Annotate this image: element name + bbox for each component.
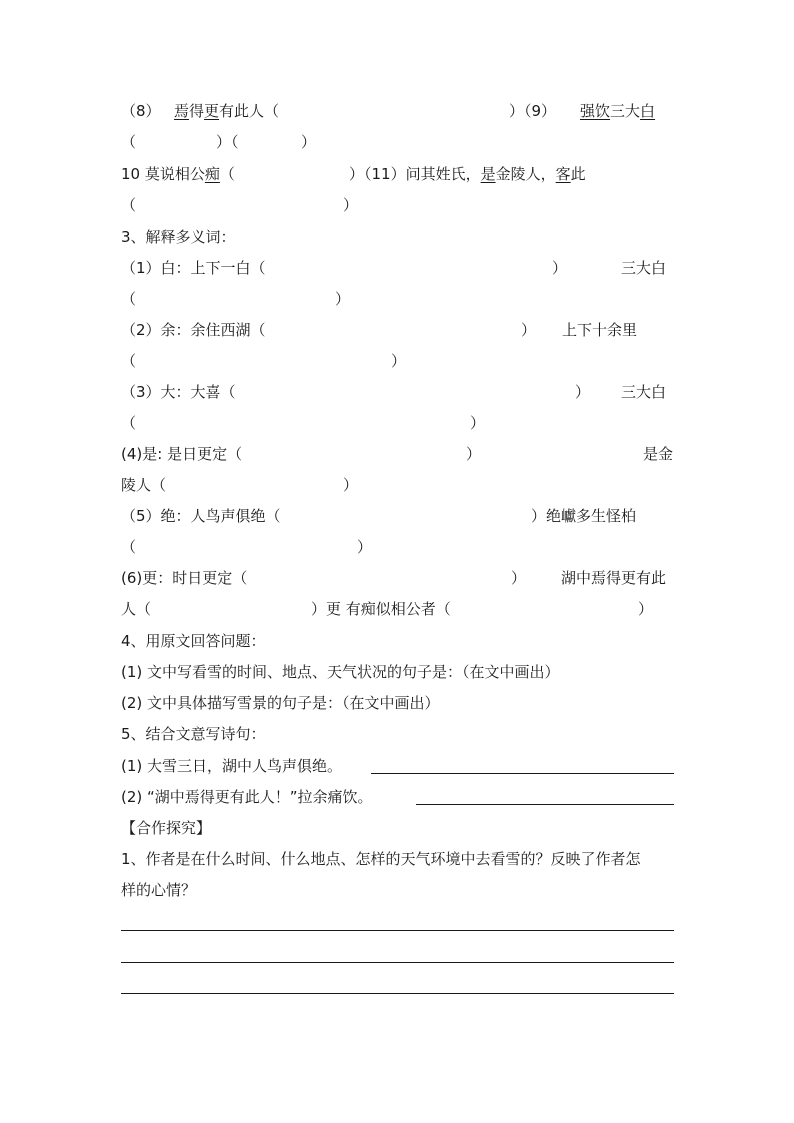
answer-blank-close[interactable]: ） (301, 133, 317, 151)
cooperation-heading: 【合作探究】 (121, 819, 212, 837)
polysemy-item-3-answer (121, 413, 674, 433)
section-3-heading: 3、解释多义词： (121, 228, 236, 246)
polysemy-item-1-answer (121, 289, 674, 309)
section-4-question-2: (2) 文中具体描写雪景的句子是：（在文中画出） (121, 694, 440, 712)
section-4-heading: 4、用原文回答问题： (121, 632, 266, 650)
section-5-heading: 5、结合文意写诗句： (121, 725, 266, 743)
polysemy-item-5-answer (121, 537, 674, 557)
cooperation-question-1: 1、作者是在什么时间、什么地点、怎样的天气环境中去看雪的？反映了作者怎 (121, 850, 641, 868)
polysemy-item-6-answer: 人（ ）更 有痴似相公者（ ） (121, 600, 654, 618)
answer-blank-open[interactable]: （ (121, 290, 137, 308)
section-5-question-2: (2) “湖中焉得更有此人！”拉余痛饮。 (121, 787, 674, 807)
item-11-text: ）（11）问其姓氏，是金陵人，客此 (349, 165, 586, 183)
answer-blank-close[interactable]: ） (638, 600, 654, 618)
answer-line[interactable] (121, 962, 674, 963)
item-8-number: （8） (121, 102, 161, 120)
polysemy-item-4-answer: 陵人（ ） (121, 476, 359, 494)
section-5-question-1: (1) 大雪三日，湖中人鸟声俱绝。 (121, 756, 674, 776)
polysemy-item-4: (4)是: 是日更定（ ） 是金 (121, 445, 674, 463)
answer-blank-close[interactable]: ） (335, 290, 351, 308)
answer-blank-close[interactable]: ） (391, 352, 407, 370)
answer-blank-mid[interactable]: ）（ (216, 133, 239, 151)
polysemy-item-1: （1）白：上下一白（ ） 三大白 (121, 259, 667, 277)
polysemy-item-5: （5）绝：人鸟声俱绝（ ）绝巘多生怪柏 (121, 507, 637, 525)
answer-blank-open[interactable]: （ (121, 414, 137, 432)
section-4-question-1: (1) 文中写看雪的时间、地点、天气状况的句子是：（在文中画出） (121, 663, 560, 681)
answer-blank-close[interactable]: ） (343, 476, 359, 494)
answer-blank-open[interactable]: （ (121, 133, 137, 151)
item-9-text: 强饮三大白 (580, 102, 656, 120)
polysemy-item-3: （3）大：大喜（ ） 三大白 (121, 383, 667, 401)
polysemy-item-6: (6)更：时日更定（ ） 湖中焉得更有此 (121, 569, 667, 587)
item-9-number: ）（9） (509, 102, 557, 120)
answer-blank-close[interactable]: ） (343, 196, 359, 214)
answer-blank-open[interactable]: （ (121, 196, 137, 214)
answer-blank-open[interactable]: （ (121, 352, 137, 370)
answer-blank-open[interactable]: （ (121, 538, 137, 556)
item-8-9-row (121, 101, 674, 121)
cooperation-question-1-cont: 样的心情？ (121, 881, 197, 899)
item-8-9-answer-row (121, 132, 674, 152)
polysemy-item-2: （2）余：余住西湖（ ） 上下十余里 (121, 321, 638, 339)
item-10-11-row (121, 164, 674, 184)
answer-line[interactable] (121, 930, 674, 931)
answer-underline[interactable] (416, 804, 674, 805)
answer-blank-close[interactable]: ） (357, 538, 373, 556)
polysemy-item-2-answer (121, 351, 674, 371)
item-8-text: 焉得更有此人（ (174, 102, 280, 120)
item-10-text: 10 莫说相公痴（ (121, 165, 235, 183)
item-10-11-answer-row (121, 195, 674, 215)
answer-blank-close[interactable]: ） (470, 414, 486, 432)
answer-line[interactable] (121, 993, 674, 994)
answer-underline[interactable] (371, 773, 674, 774)
